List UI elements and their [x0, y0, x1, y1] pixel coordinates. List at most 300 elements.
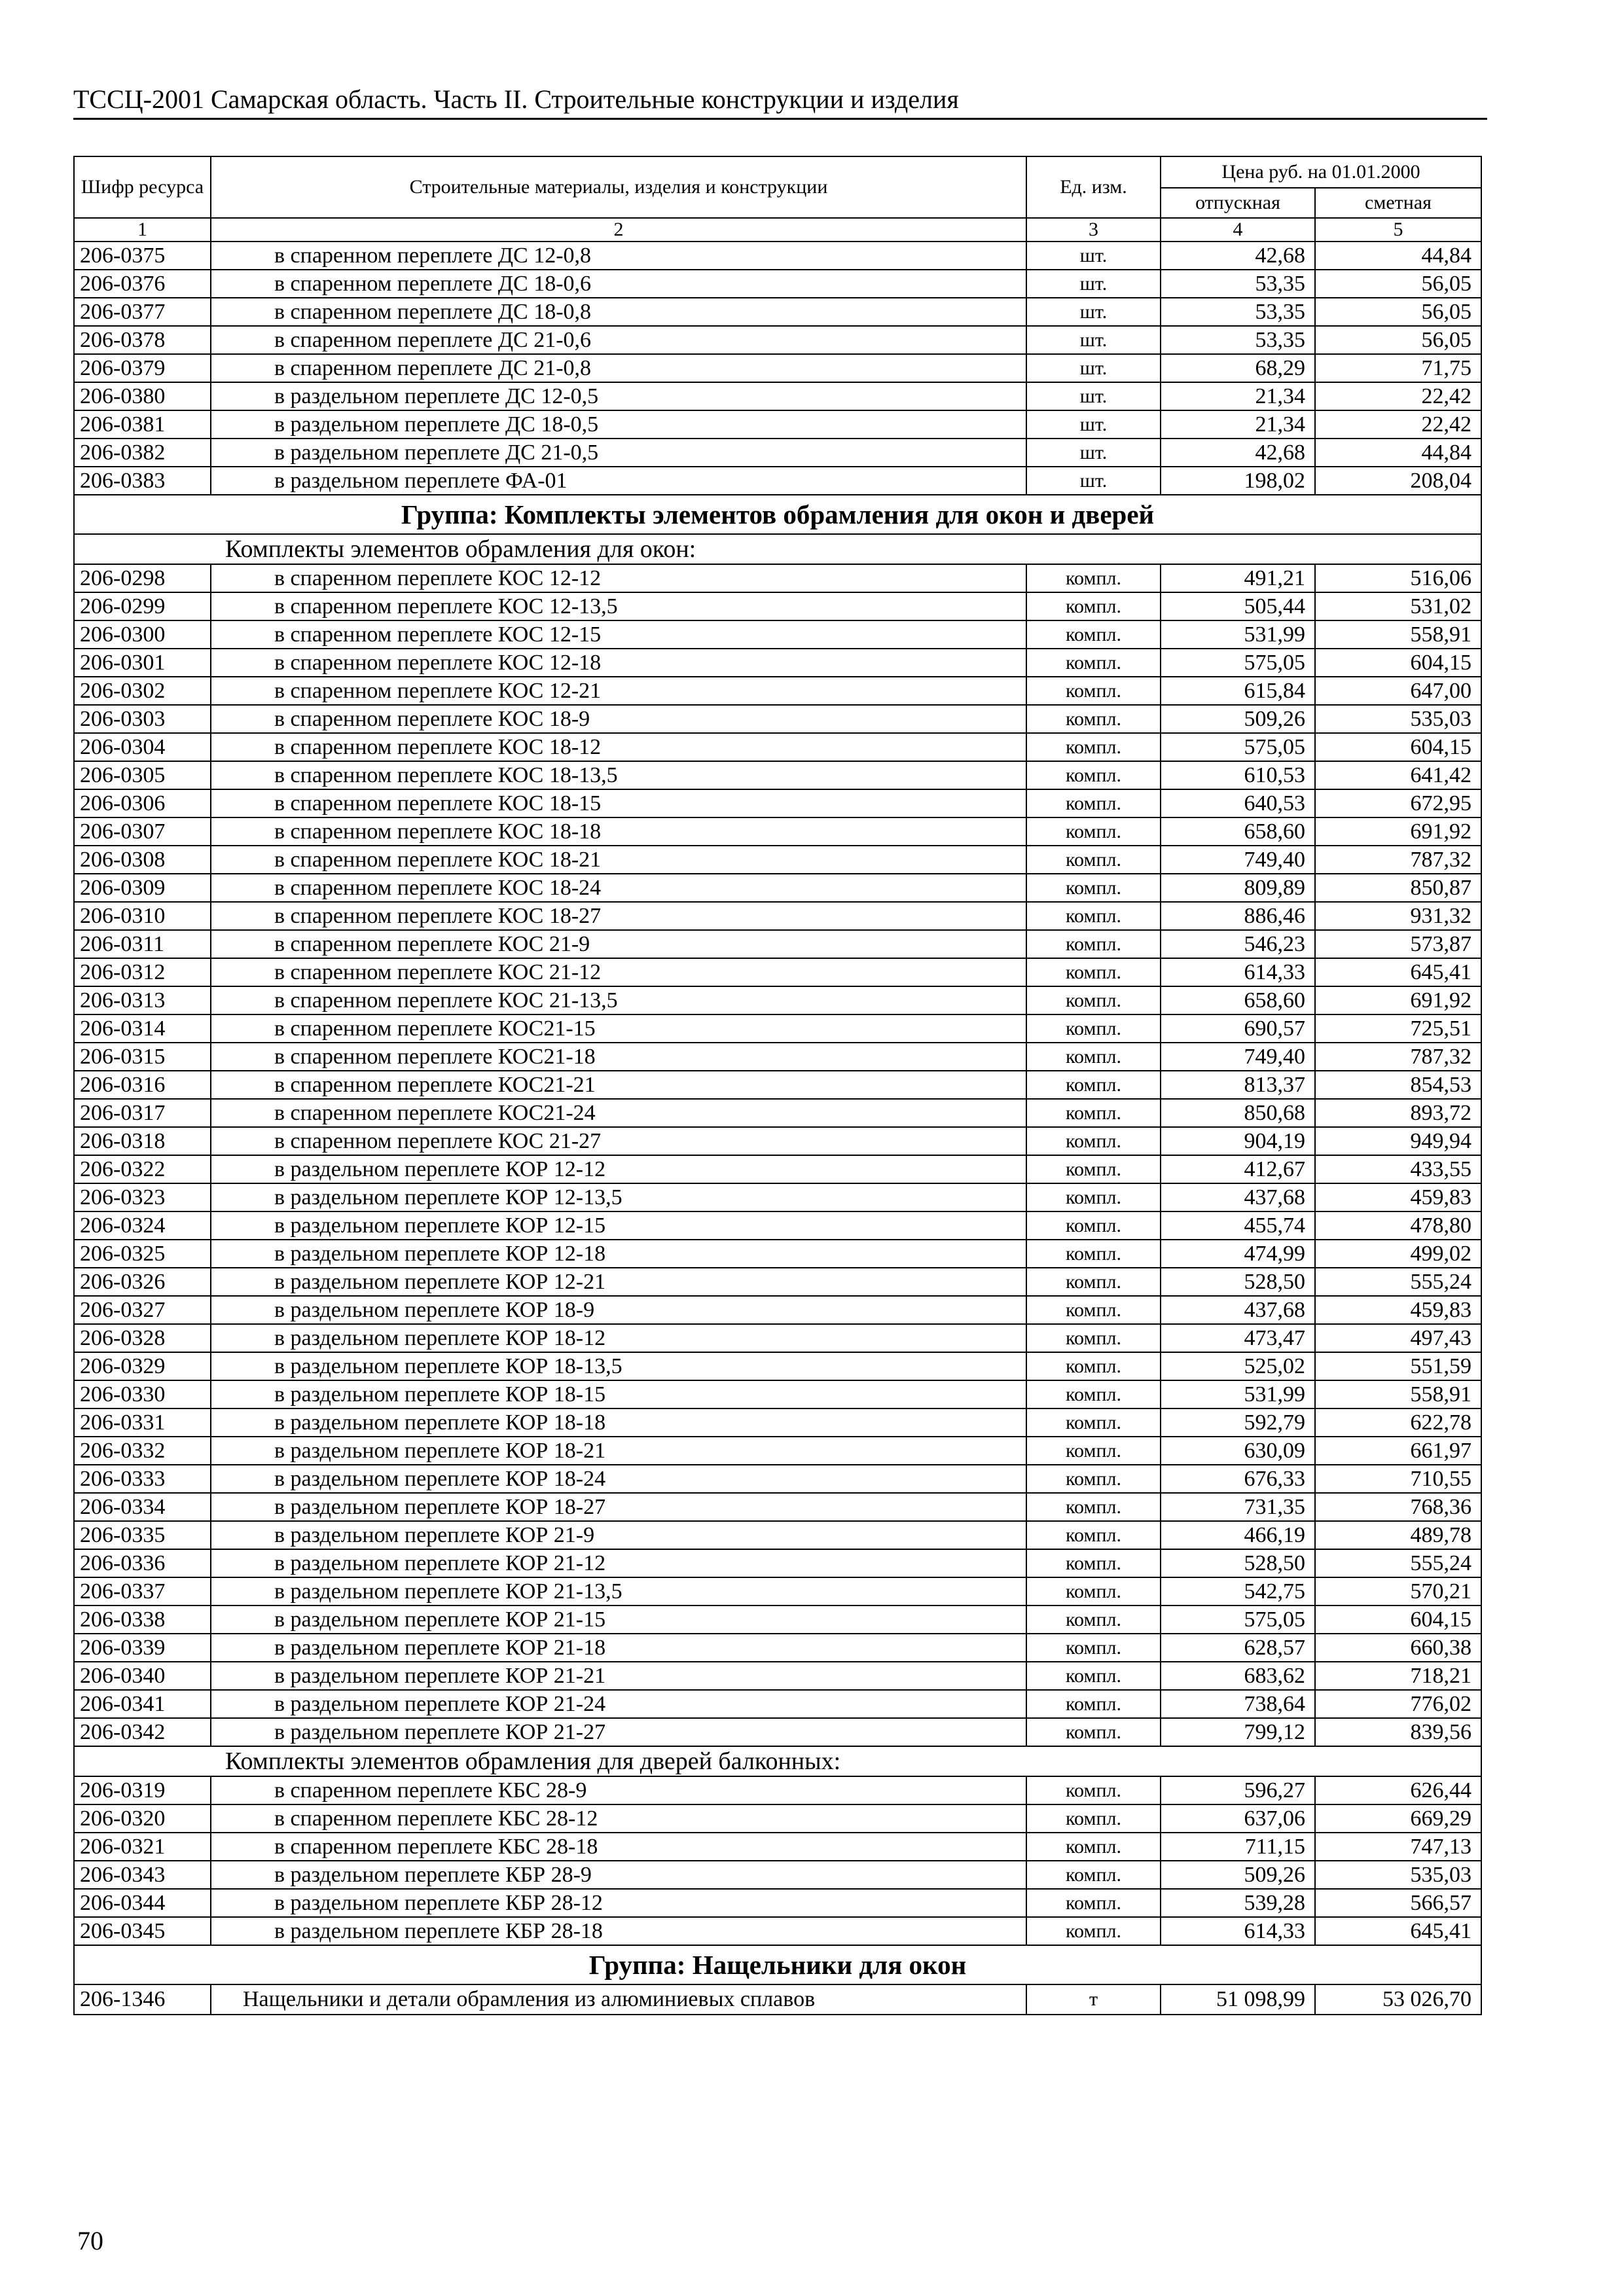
- material-name: в спаренном переплете КОС21-21: [211, 1071, 1026, 1099]
- material-name: в спаренном переплете КОС 18-15: [211, 789, 1026, 817]
- estimate-price: 459,83: [1315, 1296, 1481, 1324]
- estimate-price: 787,32: [1315, 846, 1481, 874]
- table-row: [74, 439, 1481, 467]
- unit: компл.: [1026, 1833, 1161, 1861]
- release-price: 614,33: [1161, 958, 1315, 986]
- table-row: [74, 1889, 1481, 1917]
- resource-code: 206-0329: [74, 1352, 211, 1380]
- release-price: 596,27: [1161, 1776, 1315, 1804]
- resource-code: 206-0339: [74, 1634, 211, 1662]
- release-price: 615,84: [1161, 677, 1315, 705]
- unit: компл.: [1026, 1605, 1161, 1634]
- unit: компл.: [1026, 1380, 1161, 1408]
- release-price: 690,57: [1161, 1014, 1315, 1043]
- col-estimate-header: сметная: [1315, 188, 1481, 218]
- group-title: Группа: Нащельники для окон: [74, 1945, 1481, 1984]
- page-header: [73, 84, 1487, 120]
- release-price: 455,74: [1161, 1211, 1315, 1240]
- unit: компл.: [1026, 1155, 1161, 1183]
- resource-code: 206-0379: [74, 354, 211, 382]
- release-price: 683,62: [1161, 1662, 1315, 1690]
- resource-code: 206-0331: [74, 1408, 211, 1437]
- unit: компл.: [1026, 1324, 1161, 1352]
- release-price: 731,35: [1161, 1493, 1315, 1521]
- material-name: в раздельном переплете КОР 21-24: [211, 1690, 1026, 1718]
- resource-code: 206-0344: [74, 1889, 211, 1917]
- table-row: [74, 298, 1481, 326]
- release-price: 637,06: [1161, 1804, 1315, 1833]
- col-code-header: Шифр ресурса: [74, 156, 211, 218]
- resource-code: 206-0315: [74, 1043, 211, 1071]
- table-row: [74, 902, 1481, 930]
- resource-code: 206-0326: [74, 1268, 211, 1296]
- unit: компл.: [1026, 789, 1161, 817]
- table-row: [74, 1183, 1481, 1211]
- resource-code: 206-0311: [74, 930, 211, 958]
- material-name: в раздельном переплете КОР 21-18: [211, 1634, 1026, 1662]
- table-row: [74, 789, 1481, 817]
- unit: компл.: [1026, 761, 1161, 789]
- resource-code: 206-0316: [74, 1071, 211, 1099]
- material-name: в раздельном переплете КОР 21-15: [211, 1605, 1026, 1634]
- unit: шт.: [1026, 410, 1161, 439]
- material-name: в раздельном переплете КОР 18-12: [211, 1324, 1026, 1352]
- release-price: 68,29: [1161, 354, 1315, 382]
- resource-code: 206-0382: [74, 439, 211, 467]
- table-row: [74, 1662, 1481, 1690]
- table-row: [74, 1718, 1481, 1746]
- resource-code: 206-0314: [74, 1014, 211, 1043]
- release-price: 505,44: [1161, 592, 1315, 620]
- col-number: 4: [1161, 218, 1315, 242]
- unit: компл.: [1026, 677, 1161, 705]
- release-price: 539,28: [1161, 1889, 1315, 1917]
- resource-code: 206-0345: [74, 1917, 211, 1945]
- table-row: [74, 270, 1481, 298]
- table-row: [74, 1634, 1481, 1662]
- release-price: 198,02: [1161, 467, 1315, 495]
- table-row: [74, 354, 1481, 382]
- material-name: в спаренном переплете КОС 21-12: [211, 958, 1026, 986]
- resource-code: 206-0381: [74, 410, 211, 439]
- material-name: в спаренном переплете КОС 18-24: [211, 874, 1026, 902]
- table-row: [74, 677, 1481, 705]
- unit: компл.: [1026, 1352, 1161, 1380]
- resource-code: 206-0323: [74, 1183, 211, 1211]
- estimate-price: 71,75: [1315, 354, 1481, 382]
- estimate-price: 566,57: [1315, 1889, 1481, 1917]
- unit: компл.: [1026, 958, 1161, 986]
- estimate-price: 725,51: [1315, 1014, 1481, 1043]
- estimate-price: 604,15: [1315, 649, 1481, 677]
- material-name: Нащельники и детали обрамления из алюминиевых сплавов: [211, 1984, 1026, 2015]
- unit: компл.: [1026, 1240, 1161, 1268]
- resource-code: 206-0334: [74, 1493, 211, 1521]
- resource-code: 206-0322: [74, 1155, 211, 1183]
- resource-code: 206-0325: [74, 1240, 211, 1268]
- release-price: 525,02: [1161, 1352, 1315, 1380]
- table-row: [74, 705, 1481, 733]
- release-price: 711,15: [1161, 1833, 1315, 1861]
- estimate-price: 647,00: [1315, 677, 1481, 705]
- release-price: 575,05: [1161, 733, 1315, 761]
- table-row: [74, 1099, 1481, 1127]
- release-price: 886,46: [1161, 902, 1315, 930]
- material-name: в раздельном переплете КОР 12-15: [211, 1211, 1026, 1240]
- col-number: 1: [74, 218, 211, 242]
- table-row: [74, 1690, 1481, 1718]
- release-price: 904,19: [1161, 1127, 1315, 1155]
- release-price: 658,60: [1161, 817, 1315, 846]
- release-price: 509,26: [1161, 705, 1315, 733]
- table-row: [74, 1014, 1481, 1043]
- table-row: [74, 1776, 1481, 1804]
- resource-code: 206-0298: [74, 564, 211, 592]
- unit: компл.: [1026, 1099, 1161, 1127]
- table-row: [74, 326, 1481, 354]
- unit: компл.: [1026, 846, 1161, 874]
- estimate-price: 893,72: [1315, 1099, 1481, 1127]
- unit: компл.: [1026, 1211, 1161, 1240]
- material-name: в спаренном переплете ДС 18-0,6: [211, 270, 1026, 298]
- material-name: в раздельном переплете КОР 21-27: [211, 1718, 1026, 1746]
- material-name: в спаренном переплете КОС 18-9: [211, 705, 1026, 733]
- material-name: в раздельном переплете ФА-01: [211, 467, 1026, 495]
- resource-code: 206-0300: [74, 620, 211, 649]
- estimate-price: 641,42: [1315, 761, 1481, 789]
- subgroup-title-row: [74, 1746, 1481, 1776]
- estimate-price: 478,80: [1315, 1211, 1481, 1240]
- unit: компл.: [1026, 1465, 1161, 1493]
- estimate-price: 44,84: [1315, 242, 1481, 270]
- material-name: в спаренном переплете КБС 28-12: [211, 1804, 1026, 1833]
- col-name-header: Строительные материалы, изделия и конструкции: [211, 156, 1026, 218]
- resource-code: 206-0312: [74, 958, 211, 986]
- unit: шт.: [1026, 439, 1161, 467]
- table-row: [74, 649, 1481, 677]
- table-row: [74, 1352, 1481, 1380]
- material-name: в раздельном переплете КОР 12-12: [211, 1155, 1026, 1183]
- subgroup-title: Комплекты элементов обрамления для дверей балконных:: [74, 1746, 1481, 1776]
- unit: компл.: [1026, 1521, 1161, 1549]
- estimate-price: 551,59: [1315, 1352, 1481, 1380]
- estimate-price: 535,03: [1315, 705, 1481, 733]
- estimate-price: 691,92: [1315, 817, 1481, 846]
- unit: компл.: [1026, 620, 1161, 649]
- unit: компл.: [1026, 1437, 1161, 1465]
- table-row: [74, 1296, 1481, 1324]
- table-row: [74, 467, 1481, 495]
- estimate-price: 56,05: [1315, 270, 1481, 298]
- release-price: 437,68: [1161, 1183, 1315, 1211]
- release-price: 466,19: [1161, 1521, 1315, 1549]
- table-row: [74, 1127, 1481, 1155]
- col-number: 3: [1026, 218, 1161, 242]
- unit: компл.: [1026, 1071, 1161, 1099]
- release-price: 799,12: [1161, 1718, 1315, 1746]
- release-price: 592,79: [1161, 1408, 1315, 1437]
- resource-code: 206-0307: [74, 817, 211, 846]
- material-name: в спаренном переплете КОС21-18: [211, 1043, 1026, 1071]
- table-row: [74, 874, 1481, 902]
- material-name: в раздельном переплете КОР 12-21: [211, 1268, 1026, 1296]
- material-name: в спаренном переплете КОС 18-21: [211, 846, 1026, 874]
- material-name: в раздельном переплете КОР 18-13,5: [211, 1352, 1026, 1380]
- unit: компл.: [1026, 1577, 1161, 1605]
- material-name: в спаренном переплете ДС 12-0,8: [211, 242, 1026, 270]
- estimate-price: 558,91: [1315, 1380, 1481, 1408]
- table-row: [74, 1437, 1481, 1465]
- resource-code: 206-0342: [74, 1718, 211, 1746]
- estimate-price: 570,21: [1315, 1577, 1481, 1605]
- material-name: в раздельном переплете КОР 21-13,5: [211, 1577, 1026, 1605]
- unit: компл.: [1026, 649, 1161, 677]
- estimate-price: 531,02: [1315, 592, 1481, 620]
- material-name: в спаренном переплете ДС 21-0,8: [211, 354, 1026, 382]
- unit: компл.: [1026, 930, 1161, 958]
- estimate-price: 555,24: [1315, 1549, 1481, 1577]
- resource-code: 206-0327: [74, 1296, 211, 1324]
- unit: шт.: [1026, 326, 1161, 354]
- material-name: в спаренном переплете КОС 12-18: [211, 649, 1026, 677]
- unit: компл.: [1026, 874, 1161, 902]
- table-row: [74, 1804, 1481, 1833]
- resource-code: 206-0309: [74, 874, 211, 902]
- material-name: в раздельном переплете КБР 28-18: [211, 1917, 1026, 1945]
- resource-code: 206-0332: [74, 1437, 211, 1465]
- table-row: [74, 620, 1481, 649]
- material-name: в спаренном переплете ДС 18-0,8: [211, 298, 1026, 326]
- material-name: в раздельном переплете КОР 18-18: [211, 1408, 1026, 1437]
- table-row: [74, 986, 1481, 1014]
- table-row: [74, 564, 1481, 592]
- material-name: в раздельном переплете ДС 18-0,5: [211, 410, 1026, 439]
- release-price: 531,99: [1161, 1380, 1315, 1408]
- resource-code: 206-0378: [74, 326, 211, 354]
- estimate-price: 56,05: [1315, 326, 1481, 354]
- release-price: 610,53: [1161, 761, 1315, 789]
- material-name: в спаренном переплете ДС 21-0,6: [211, 326, 1026, 354]
- unit: компл.: [1026, 1776, 1161, 1804]
- table-row: [74, 592, 1481, 620]
- table-row: [74, 1465, 1481, 1493]
- unit: компл.: [1026, 1296, 1161, 1324]
- release-price: 437,68: [1161, 1296, 1315, 1324]
- unit: шт.: [1026, 467, 1161, 495]
- resource-code: 206-0305: [74, 761, 211, 789]
- resource-code: 206-0306: [74, 789, 211, 817]
- material-name: в спаренном переплете КБС 28-9: [211, 1776, 1026, 1804]
- subgroup-title: Комплекты элементов обрамления для окон:: [74, 534, 1481, 564]
- resource-code: 206-1346: [74, 1984, 211, 2015]
- table-row: [74, 1043, 1481, 1071]
- unit: компл.: [1026, 592, 1161, 620]
- table-row: [74, 1155, 1481, 1183]
- material-name: в спаренном переплете КОС 18-13,5: [211, 761, 1026, 789]
- estimate-price: 645,41: [1315, 958, 1481, 986]
- resource-code: 206-0383: [74, 467, 211, 495]
- unit: шт.: [1026, 270, 1161, 298]
- material-name: в спаренном переплете КБС 28-18: [211, 1833, 1026, 1861]
- estimate-price: 535,03: [1315, 1861, 1481, 1889]
- material-name: в спаренном переплете КОС 21-27: [211, 1127, 1026, 1155]
- material-name: в спаренном переплете КОС 18-27: [211, 902, 1026, 930]
- table-row: [74, 761, 1481, 789]
- estimate-price: 604,15: [1315, 1605, 1481, 1634]
- resource-code: 206-0310: [74, 902, 211, 930]
- unit: компл.: [1026, 1634, 1161, 1662]
- release-price: 575,05: [1161, 1605, 1315, 1634]
- material-name: в раздельном переплете КБР 28-12: [211, 1889, 1026, 1917]
- material-name: в раздельном переплете КБР 28-9: [211, 1861, 1026, 1889]
- material-name: в спаренном переплете КОС21-15: [211, 1014, 1026, 1043]
- release-price: 412,67: [1161, 1155, 1315, 1183]
- release-price: 509,26: [1161, 1861, 1315, 1889]
- unit: компл.: [1026, 1804, 1161, 1833]
- resource-code: 206-0330: [74, 1380, 211, 1408]
- estimate-price: 710,55: [1315, 1465, 1481, 1493]
- material-name: в спаренном переплете КОС 12-15: [211, 620, 1026, 649]
- unit: компл.: [1026, 1861, 1161, 1889]
- estimate-price: 949,94: [1315, 1127, 1481, 1155]
- unit: компл.: [1026, 733, 1161, 761]
- estimate-price: 661,97: [1315, 1437, 1481, 1465]
- resource-code: 206-0340: [74, 1662, 211, 1690]
- estimate-price: 22,42: [1315, 382, 1481, 410]
- table-row: [74, 1268, 1481, 1296]
- table-row: [74, 846, 1481, 874]
- table-row: [74, 410, 1481, 439]
- unit: компл.: [1026, 564, 1161, 592]
- table-row: [74, 242, 1481, 270]
- release-price: 676,33: [1161, 1465, 1315, 1493]
- release-price: 575,05: [1161, 649, 1315, 677]
- material-name: в спаренном переплете КОС 21-13,5: [211, 986, 1026, 1014]
- resource-code: 206-0328: [74, 1324, 211, 1352]
- col-release-header: отпускная: [1161, 188, 1315, 218]
- estimate-price: 626,44: [1315, 1776, 1481, 1804]
- unit: компл.: [1026, 1183, 1161, 1211]
- resource-code: 206-0321: [74, 1833, 211, 1861]
- estimate-price: 499,02: [1315, 1240, 1481, 1268]
- resource-code: 206-0376: [74, 270, 211, 298]
- unit: компл.: [1026, 1043, 1161, 1071]
- release-price: 809,89: [1161, 874, 1315, 902]
- unit: компл.: [1026, 705, 1161, 733]
- resource-code: 206-0308: [74, 846, 211, 874]
- estimate-price: 931,32: [1315, 902, 1481, 930]
- material-name: в спаренном переплете КОС 21-9: [211, 930, 1026, 958]
- release-price: 42,68: [1161, 242, 1315, 270]
- resource-code: 206-0304: [74, 733, 211, 761]
- resource-code: 206-0319: [74, 1776, 211, 1804]
- unit: компл.: [1026, 1889, 1161, 1917]
- release-price: 528,50: [1161, 1268, 1315, 1296]
- material-name: в спаренном переплете КОС 12-13,5: [211, 592, 1026, 620]
- estimate-price: 850,87: [1315, 874, 1481, 902]
- table-row: [74, 1493, 1481, 1521]
- col-unit-header: Ед. изм.: [1026, 156, 1161, 218]
- material-name: в раздельном переплете ДС 21-0,5: [211, 439, 1026, 467]
- resource-code: 206-0313: [74, 986, 211, 1014]
- group-title: Группа: Комплекты элементов обрамления для окон и дверей: [74, 495, 1481, 534]
- material-name: в раздельном переплете ДС 12-0,5: [211, 382, 1026, 410]
- estimate-price: 787,32: [1315, 1043, 1481, 1071]
- release-price: 749,40: [1161, 1043, 1315, 1071]
- resource-code: 206-0333: [74, 1465, 211, 1493]
- estimate-price: 718,21: [1315, 1662, 1481, 1690]
- unit: компл.: [1026, 1014, 1161, 1043]
- material-name: в раздельном переплете КОР 21-21: [211, 1662, 1026, 1690]
- release-price: 813,37: [1161, 1071, 1315, 1099]
- release-price: 21,34: [1161, 410, 1315, 439]
- resource-code: 206-0324: [74, 1211, 211, 1240]
- resource-code: 206-0337: [74, 1577, 211, 1605]
- resource-code: 206-0377: [74, 298, 211, 326]
- group-title-row: [74, 495, 1481, 534]
- table-row: [74, 1211, 1481, 1240]
- table-row: [74, 1917, 1481, 1945]
- estimate-price: 839,56: [1315, 1718, 1481, 1746]
- resource-code: 206-0320: [74, 1804, 211, 1833]
- table-row: [74, 1984, 1481, 2015]
- unit: компл.: [1026, 1127, 1161, 1155]
- estimate-price: 776,02: [1315, 1690, 1481, 1718]
- table-row: [74, 1240, 1481, 1268]
- column-number-row: [74, 218, 1481, 242]
- subgroup-title-row: [74, 534, 1481, 564]
- release-price: 528,50: [1161, 1549, 1315, 1577]
- material-name: в спаренном переплете КОС 18-18: [211, 817, 1026, 846]
- estimate-price: 645,41: [1315, 1917, 1481, 1945]
- resource-code: 206-0380: [74, 382, 211, 410]
- material-name: в раздельном переплете КОР 18-21: [211, 1437, 1026, 1465]
- unit: шт.: [1026, 298, 1161, 326]
- table-row: [74, 733, 1481, 761]
- estimate-price: 672,95: [1315, 789, 1481, 817]
- resource-code: 206-0317: [74, 1099, 211, 1127]
- unit: шт.: [1026, 382, 1161, 410]
- table-row: [74, 1605, 1481, 1634]
- estimate-price: 669,29: [1315, 1804, 1481, 1833]
- resource-code: 206-0301: [74, 649, 211, 677]
- unit: компл.: [1026, 1662, 1161, 1690]
- release-price: 850,68: [1161, 1099, 1315, 1127]
- release-price: 614,33: [1161, 1917, 1315, 1945]
- release-price: 658,60: [1161, 986, 1315, 1014]
- table-row: [74, 1380, 1481, 1408]
- table-row: [74, 1549, 1481, 1577]
- release-price: 640,53: [1161, 789, 1315, 817]
- estimate-price: 691,92: [1315, 986, 1481, 1014]
- resource-code: 206-0338: [74, 1605, 211, 1634]
- estimate-price: 854,53: [1315, 1071, 1481, 1099]
- unit: компл.: [1026, 902, 1161, 930]
- estimate-price: 573,87: [1315, 930, 1481, 958]
- release-price: 473,47: [1161, 1324, 1315, 1352]
- price-table: [73, 156, 1482, 2015]
- estimate-price: 747,13: [1315, 1833, 1481, 1861]
- estimate-price: 497,43: [1315, 1324, 1481, 1352]
- material-name: в раздельном переплете КОР 21-12: [211, 1549, 1026, 1577]
- estimate-price: 489,78: [1315, 1521, 1481, 1549]
- release-price: 53,35: [1161, 270, 1315, 298]
- release-price: 738,64: [1161, 1690, 1315, 1718]
- resource-code: 206-0336: [74, 1549, 211, 1577]
- resource-code: 206-0335: [74, 1521, 211, 1549]
- resource-code: 206-0299: [74, 592, 211, 620]
- release-price: 546,23: [1161, 930, 1315, 958]
